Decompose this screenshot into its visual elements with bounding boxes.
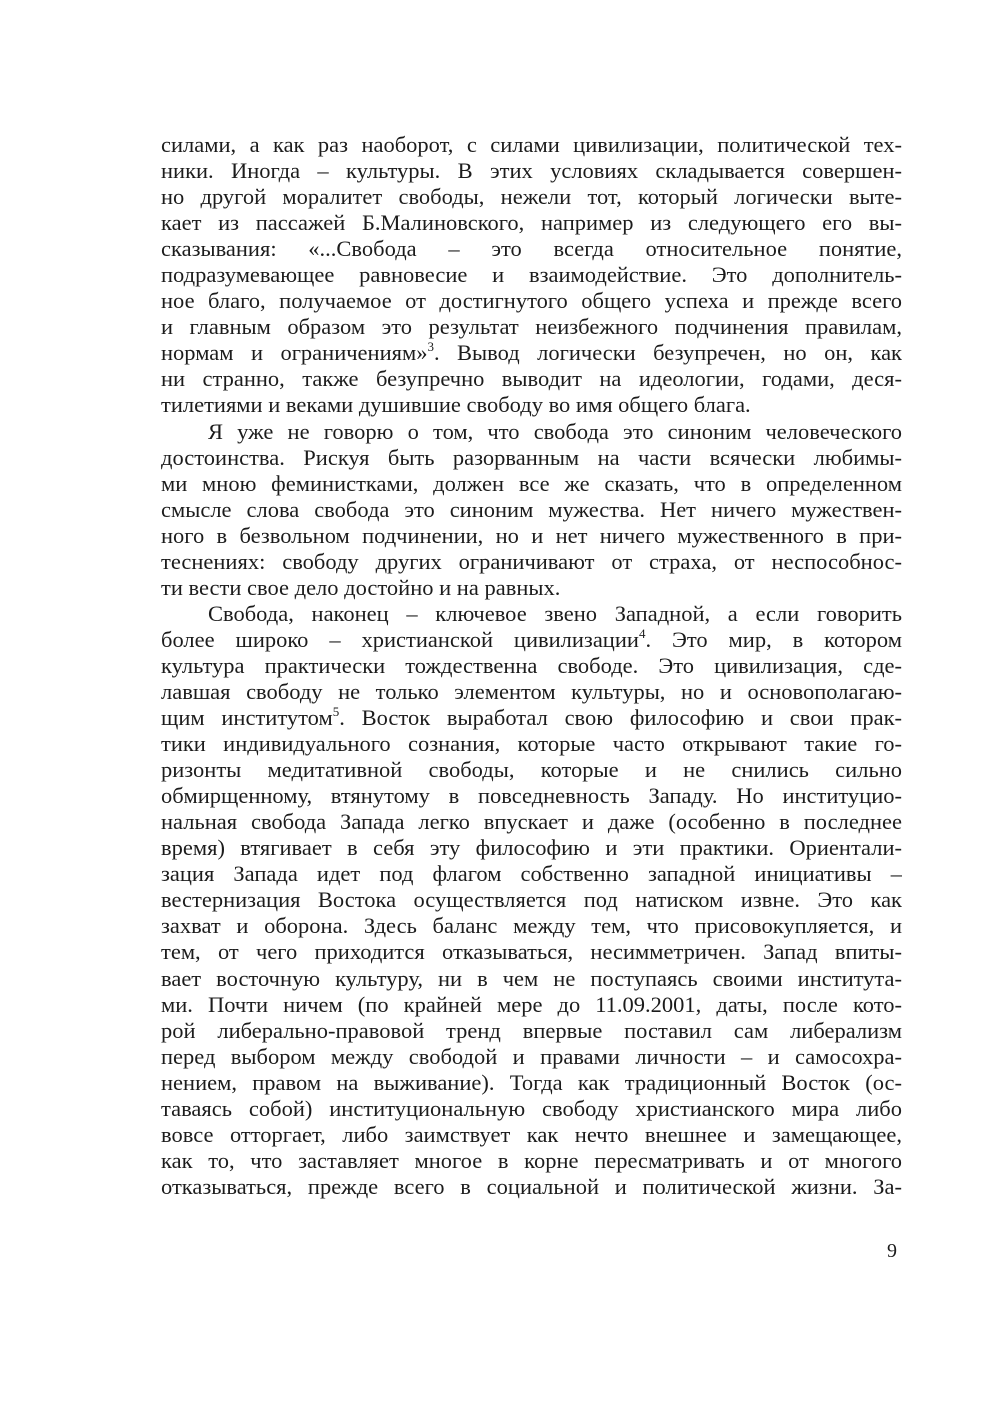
- line-text: но другой моралитет свободы, нежели тот, который логически выте-: [161, 184, 902, 210]
- text-line: [161, 627, 902, 653]
- text-line: [161, 392, 902, 418]
- line-text: Свобода, наконец – ключевое звено Западной, а если говорить: [208, 600, 902, 626]
- text-line: [161, 1044, 902, 1070]
- text-line: [161, 757, 902, 783]
- line-text: время) втягивает в себя эту философию и эти практики. Ориентали-: [161, 835, 902, 861]
- line-text: зация Запада идет под флагом собственно западной инициативы –: [161, 861, 902, 887]
- line-text: ники. Иногда – культуры. В этих условиях складывается совершен-: [161, 158, 902, 184]
- text-line: [161, 262, 902, 288]
- text-line: [161, 471, 902, 497]
- line-text: вает восточную культуру, ни в чем не поступаясь своими института-: [161, 965, 902, 991]
- text-line: [161, 419, 902, 445]
- text-line: [161, 445, 902, 471]
- body-text: [161, 132, 902, 1200]
- line-text: нальная свобода Запада легко впускает и даже (особенно в последнее: [161, 809, 902, 835]
- text-line: [161, 366, 902, 392]
- text-line: [161, 1174, 902, 1200]
- text-line: [161, 809, 902, 835]
- line-text: отказываться, прежде всего в социальной и политической жизни. За-: [161, 1173, 902, 1199]
- line-text: ного в безвольном подчинении, но и нет ничего мужественного в при-: [161, 522, 902, 548]
- text-line: [161, 1148, 902, 1174]
- text-line: [161, 158, 902, 184]
- text-line: [161, 992, 902, 1018]
- text-line: [161, 913, 902, 939]
- paragraph: [161, 419, 902, 601]
- line-text: нормам и ограничениям»: [161, 340, 428, 366]
- line-text: лавшая свободу не только элементом культуры, но и основополагаю-: [161, 678, 902, 704]
- line-text: смысле слова свобода это синоним мужества. Нет ничего мужествен-: [161, 496, 902, 522]
- text-line: [161, 1070, 902, 1096]
- text-line: [161, 705, 902, 731]
- line-text: вовсе отторгает, либо заимствует как нечто внешнее и замещающее,: [161, 1121, 902, 1147]
- line-text: Я уже не говорю о том, что свобода это синоним человеческого: [208, 418, 902, 444]
- line-text: таваясь собой) институциональную свободу христианского мира либо: [161, 1095, 902, 1121]
- text-line: [161, 1096, 902, 1122]
- line-text: обмирщенному, втянутому в повседневность Западу. Но институцио-: [161, 783, 902, 809]
- line-text: ное благо, получаемое от достигнутого общего успеха и прежде всего: [161, 288, 902, 314]
- text-line: [161, 1122, 902, 1148]
- line-text: культура практически тождественна свободе. Это цивилизация, сде-: [161, 652, 902, 678]
- line-text: рой либерально-правовой тренд впервые поставил сам либерализм: [161, 1017, 902, 1043]
- line-text-continued: . Восток выработал свою философию и свои прак-: [339, 705, 902, 731]
- line-text: теснениях: свободу других ограничивают от страха, от неспособнос-: [161, 548, 902, 574]
- paragraph: [161, 132, 902, 419]
- line-text: ми. Почти ничем (по крайней мере до 11.09.2001, даты, после кото-: [161, 991, 902, 1017]
- text-line: [161, 340, 902, 366]
- line-text: как то, что заставляет многое в корне пересматривать и от многого: [161, 1147, 902, 1173]
- line-text: и главным образом это результат неизбежного подчинения правилам,: [161, 314, 902, 340]
- text-line: [161, 288, 902, 314]
- footnote-marker: 5: [332, 705, 340, 720]
- line-text-continued: . Это мир, в котором: [645, 626, 902, 652]
- line-text: кает из пассажей Б.Малиновского, например из следующего его вы-: [161, 210, 902, 236]
- text-line: [161, 679, 902, 705]
- text-line: [161, 575, 902, 601]
- line-text: силами, а как раз наоборот, с силами цивилизации, политической тех-: [161, 132, 902, 157]
- text-line: [161, 210, 902, 236]
- text-line: [161, 731, 902, 757]
- text-line: [161, 1018, 902, 1044]
- line-text: ни странно, также безупречно выводит на идеологии, годами, деся-: [161, 366, 902, 392]
- footnote-marker: 4: [638, 626, 646, 641]
- text-line: [161, 835, 902, 861]
- text-line: [161, 132, 902, 158]
- line-text: вестернизация Востока осуществляется под натиском извне. Это как: [161, 887, 902, 913]
- text-line: [161, 783, 902, 809]
- line-text: перед выбором между свободой и правами личности – и самосохра-: [161, 1043, 902, 1069]
- line-text: захват и оборона. Здесь баланс между тем, что присовокупляется, и: [161, 913, 902, 939]
- line-text: тилетиями и веками душившие свободу во имя общего блага.: [161, 392, 751, 418]
- text-line: [161, 653, 902, 679]
- line-text: ми мною феминистками, должен все же сказать, что в определенном: [161, 470, 902, 496]
- text-line: [161, 497, 902, 523]
- text-line: [161, 601, 902, 627]
- text-line: [161, 549, 902, 575]
- paragraph: [161, 601, 902, 1200]
- text-line: [161, 861, 902, 887]
- footnote-marker: 3: [427, 340, 434, 355]
- text-line: [161, 314, 902, 340]
- text-line: [161, 523, 902, 549]
- line-text: нением, правом на выживание). Тогда как традиционный Восток (ос-: [161, 1069, 902, 1095]
- line-text: сказывания: «...Свобода – это всегда относительное понятие,: [161, 236, 902, 262]
- line-text: тем, от чего приходится отказываться, несимметричен. Запад впиты-: [161, 939, 902, 965]
- line-text: более широко – христианской цивилизации: [161, 626, 639, 652]
- line-text: ризонты медитативной свободы, которые и не снились сильно: [161, 757, 902, 783]
- line-text-continued: . Вывод логически безупречен, но он, как: [433, 340, 902, 366]
- line-text: достоинства. Рискуя быть разорванным на части всячески любимы-: [161, 444, 902, 470]
- line-text: подразумевающее равновесие и взаимодействие. Это дополнитель-: [161, 262, 902, 288]
- line-text: щим институтом: [161, 705, 333, 731]
- text-line: [161, 939, 902, 965]
- text-line: [161, 966, 902, 992]
- page-number: 9: [887, 1240, 897, 1262]
- line-text: тики индивидуального сознания, которые часто открывают такие го-: [161, 731, 902, 757]
- text-line: [161, 887, 902, 913]
- text-line: [161, 184, 902, 210]
- line-text: ти вести свое дело достойно и на равных.: [161, 574, 561, 600]
- text-line: [161, 236, 902, 262]
